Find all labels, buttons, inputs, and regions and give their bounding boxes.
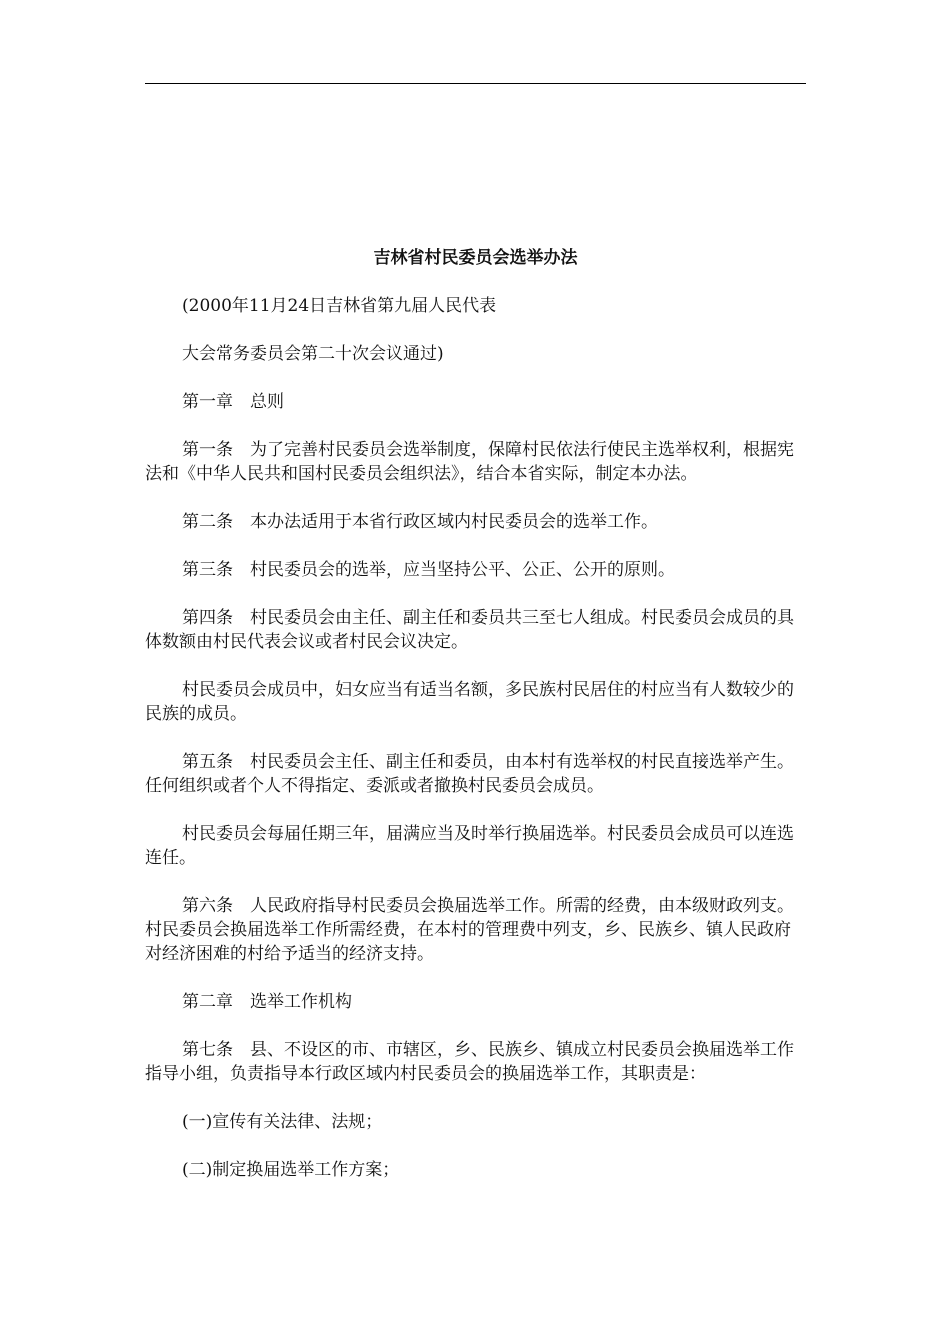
- article-5: 第五条 村民委员会主任、副主任和委员，由本村有选举权的村民直接选举产生。任何组织或者个人不得指定、委派或者撤换村民委员会成员。: [145, 752, 794, 796]
- article-3: 第三条 村民委员会的选举，应当坚持公平、公正、公开的原则。: [182, 560, 675, 580]
- article-1: 第一条 为了完善村民委员会选举制度，保障村民依法行使民主选举权利，根据宪法和《中华人民共和国村民委员会组织法》，结合本省实际，制定本办法。: [145, 440, 794, 484]
- preamble-line-1: (2000年11月24日吉林省第九届人民代表: [182, 296, 497, 316]
- preamble-line-2: 大会常务委员会第二十次会议通过): [182, 344, 444, 364]
- document-title: 吉林省村民委员会选举办法: [373, 248, 578, 268]
- article-7-item-1: (一)宣传有关法律、法规；: [182, 1112, 383, 1132]
- article-7: 第七条 县、不设区的市、市辖区，乡、民族乡、镇成立村民委员会换届选举工作指导小组，负责指导本行政区域内村民委员会的换届选举工作，其职责是：: [145, 1040, 794, 1084]
- header-rule: [145, 83, 806, 84]
- article-6: 第六条 人民政府指导村民委员会换届选举工作。所需的经费，由本级财政列支。村民委员会换届选举工作所需经费，在本村的管理费中列支，乡、民族乡、镇人民政府对经济困难的村给予适当的经济支持。: [145, 896, 794, 964]
- chapter-2-heading: 第二章 选举工作机构: [182, 992, 352, 1012]
- article-5-paragraph-2: 村民委员会每届任期三年，届满应当及时举行换届选举。村民委员会成员可以连选连任。: [145, 824, 794, 868]
- chapter-1-heading: 第一章 总则: [182, 392, 284, 412]
- article-4: 第四条 村民委员会由主任、副主任和委员共三至七人组成。村民委员会成员的具体数额由村民代表会议或者村民会议决定。: [145, 608, 794, 652]
- article-2: 第二条 本办法适用于本省行政区域内村民委员会的选举工作。: [182, 512, 658, 532]
- article-4-paragraph-2: 村民委员会成员中，妇女应当有适当名额，多民族村民居住的村应当有人数较少的民族的成员。: [145, 680, 794, 724]
- article-7-item-2: (二)制定换届选举工作方案；: [182, 1160, 400, 1180]
